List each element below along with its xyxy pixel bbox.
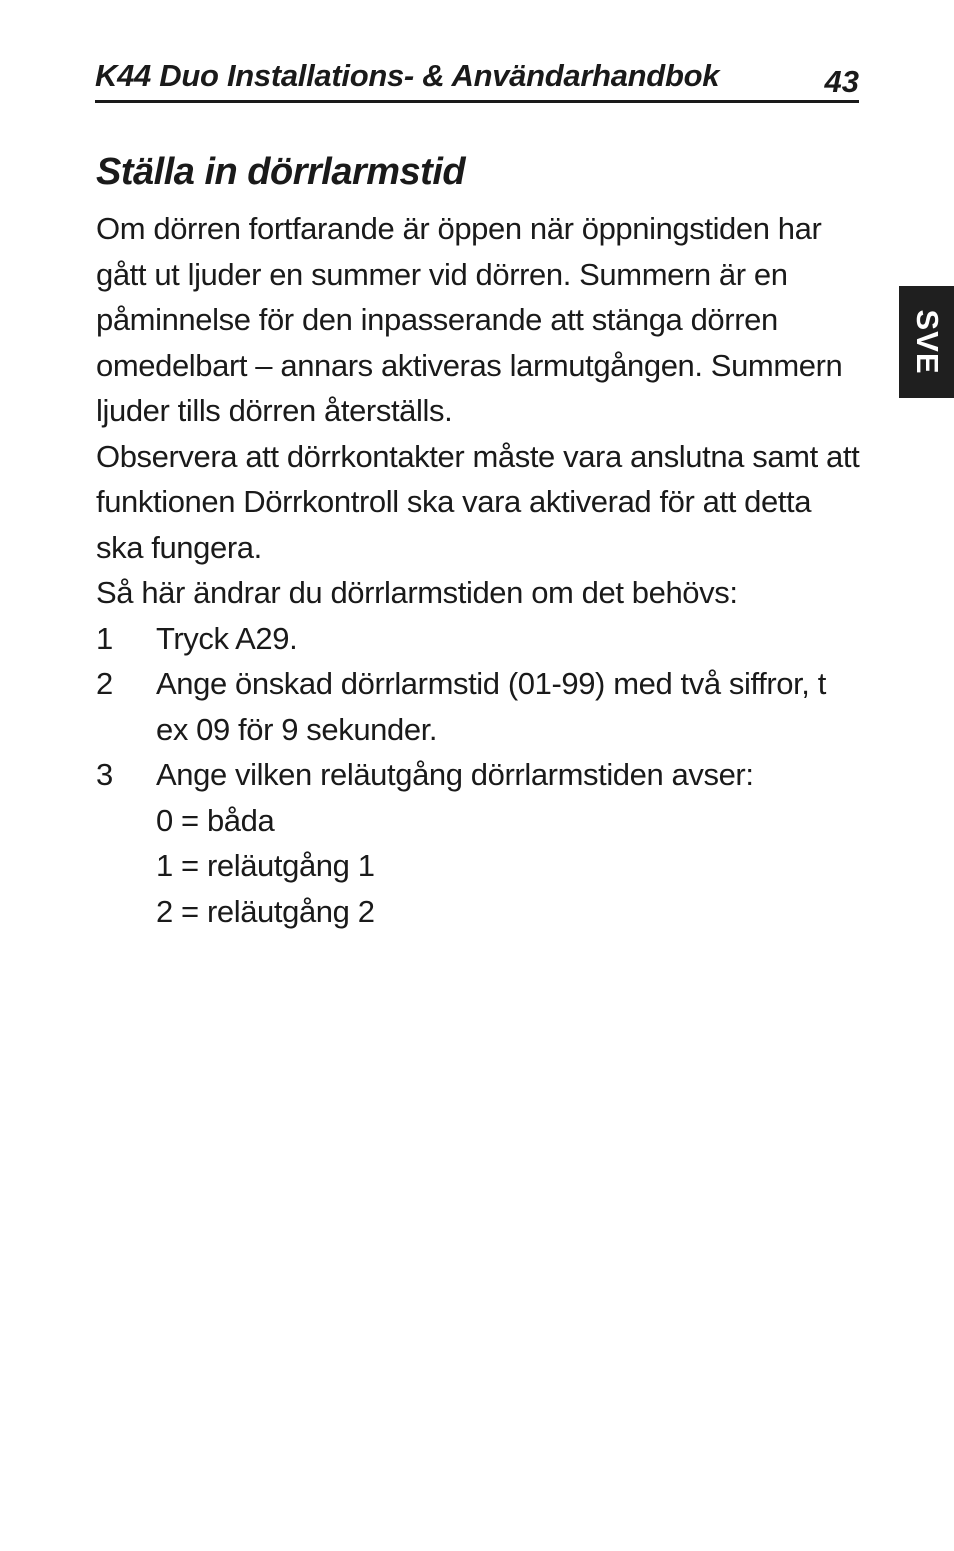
language-tab — [899, 286, 954, 398]
step-text: Ange vilken reläutgång dörrlarmstiden avser: — [156, 757, 754, 792]
step-text: Ange önskad dörrlarmstid (01-99) med två siffror, t ex 09 för 9 sekunder. — [156, 666, 826, 747]
main-content — [96, 148, 866, 934]
step-number: 3 — [96, 757, 113, 792]
step-number: 1 — [96, 620, 113, 656]
paragraph-description: Om dörren fortfarande är öppen när öppningstiden har gått ut ljuder en summer vid dörren. Summern är en påminnelse för den inpasserande att stänga dörren omedelbart – annars aktiveras larmutgången. Summern ljuder tills dörren återställs. — [96, 211, 843, 428]
step-item — [96, 661, 866, 752]
steps-list — [96, 616, 866, 935]
section-title: Ställa in dörrlarmstid — [96, 151, 466, 193]
option-both: 0 = båda — [156, 802, 275, 838]
step-text: Tryck A29. — [156, 620, 298, 656]
option-relay-2: 2 = reläutgång 2 — [156, 893, 375, 929]
page-header — [95, 56, 859, 103]
step-item — [96, 616, 866, 662]
step-number: 2 — [96, 666, 113, 701]
option-relay-1: 1 = reläutgång 1 — [156, 848, 375, 883]
paragraph-note: Observera att dörrkontakter måste vara anslutna samt att funktionen Dörrkontroll ska vara aktiverad för att detta ska fungera. — [96, 438, 860, 565]
language-tab-label: SVE — [909, 309, 945, 375]
page-number: 43 — [824, 64, 859, 99]
step-item — [96, 752, 866, 934]
document-title: K44 Duo Installations- & Användarhandbok — [95, 58, 720, 93]
paragraph-instructions-intro: Så här ändrar du dörrlarmstiden om det behövs: — [96, 575, 738, 610]
